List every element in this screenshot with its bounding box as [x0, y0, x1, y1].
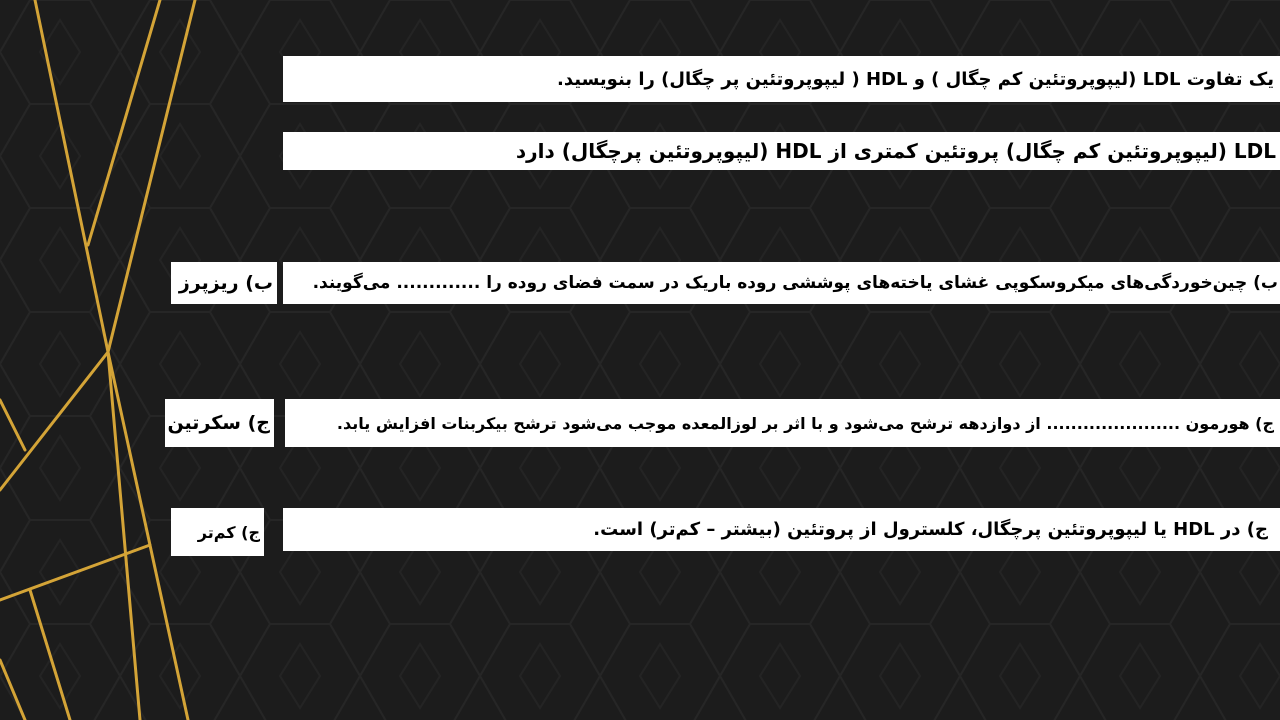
question-4-strip: [283, 508, 1280, 551]
question-4-text: ج) در HDL یا لیپوپروتئین پرچگال، کلسترول از پروتئین (بیشتر – کم‌تر) است.: [593, 519, 1268, 540]
question-3-text: ج) هورمون ...................... از دوازدهه ترشح می‌شود و با اثر بر لوزالمعده موجب می‌شود ترشح بیکربنات افزایش یابد.: [336, 413, 1274, 433]
answer-1-text: LDL (لیپوپروتئین کم چگال) پروتئین کمتری از HDL (لیپوپروتئین پرچگال) دارد: [515, 139, 1276, 163]
question-1-strip: [283, 56, 1280, 102]
question-2-strip: [283, 262, 1280, 304]
answer-1-strip: [283, 132, 1280, 170]
answer-3-box: [165, 399, 274, 447]
answer-4-text: ج) کم‌تر: [197, 522, 260, 542]
answer-2-text: ب) ریزپرز: [178, 272, 273, 294]
answer-4-box: [171, 508, 264, 556]
question-2-text: ب) چین‌خوردگی‌های میکروسکوپی غشای یاخته‌های پوششی روده باریک در سمت فضای روده را ............. می‌گویند.: [312, 273, 1278, 293]
question-1-text: یک تفاوت LDL (لیپوپروتئین کم چگال ) و HDL ( لیپوپروتئین پر چگال) را بنویسید.: [557, 68, 1274, 90]
answer-3-text: ج) سکرتین: [167, 412, 270, 434]
question-3-strip: [285, 399, 1280, 447]
answer-2-box: [171, 262, 277, 304]
